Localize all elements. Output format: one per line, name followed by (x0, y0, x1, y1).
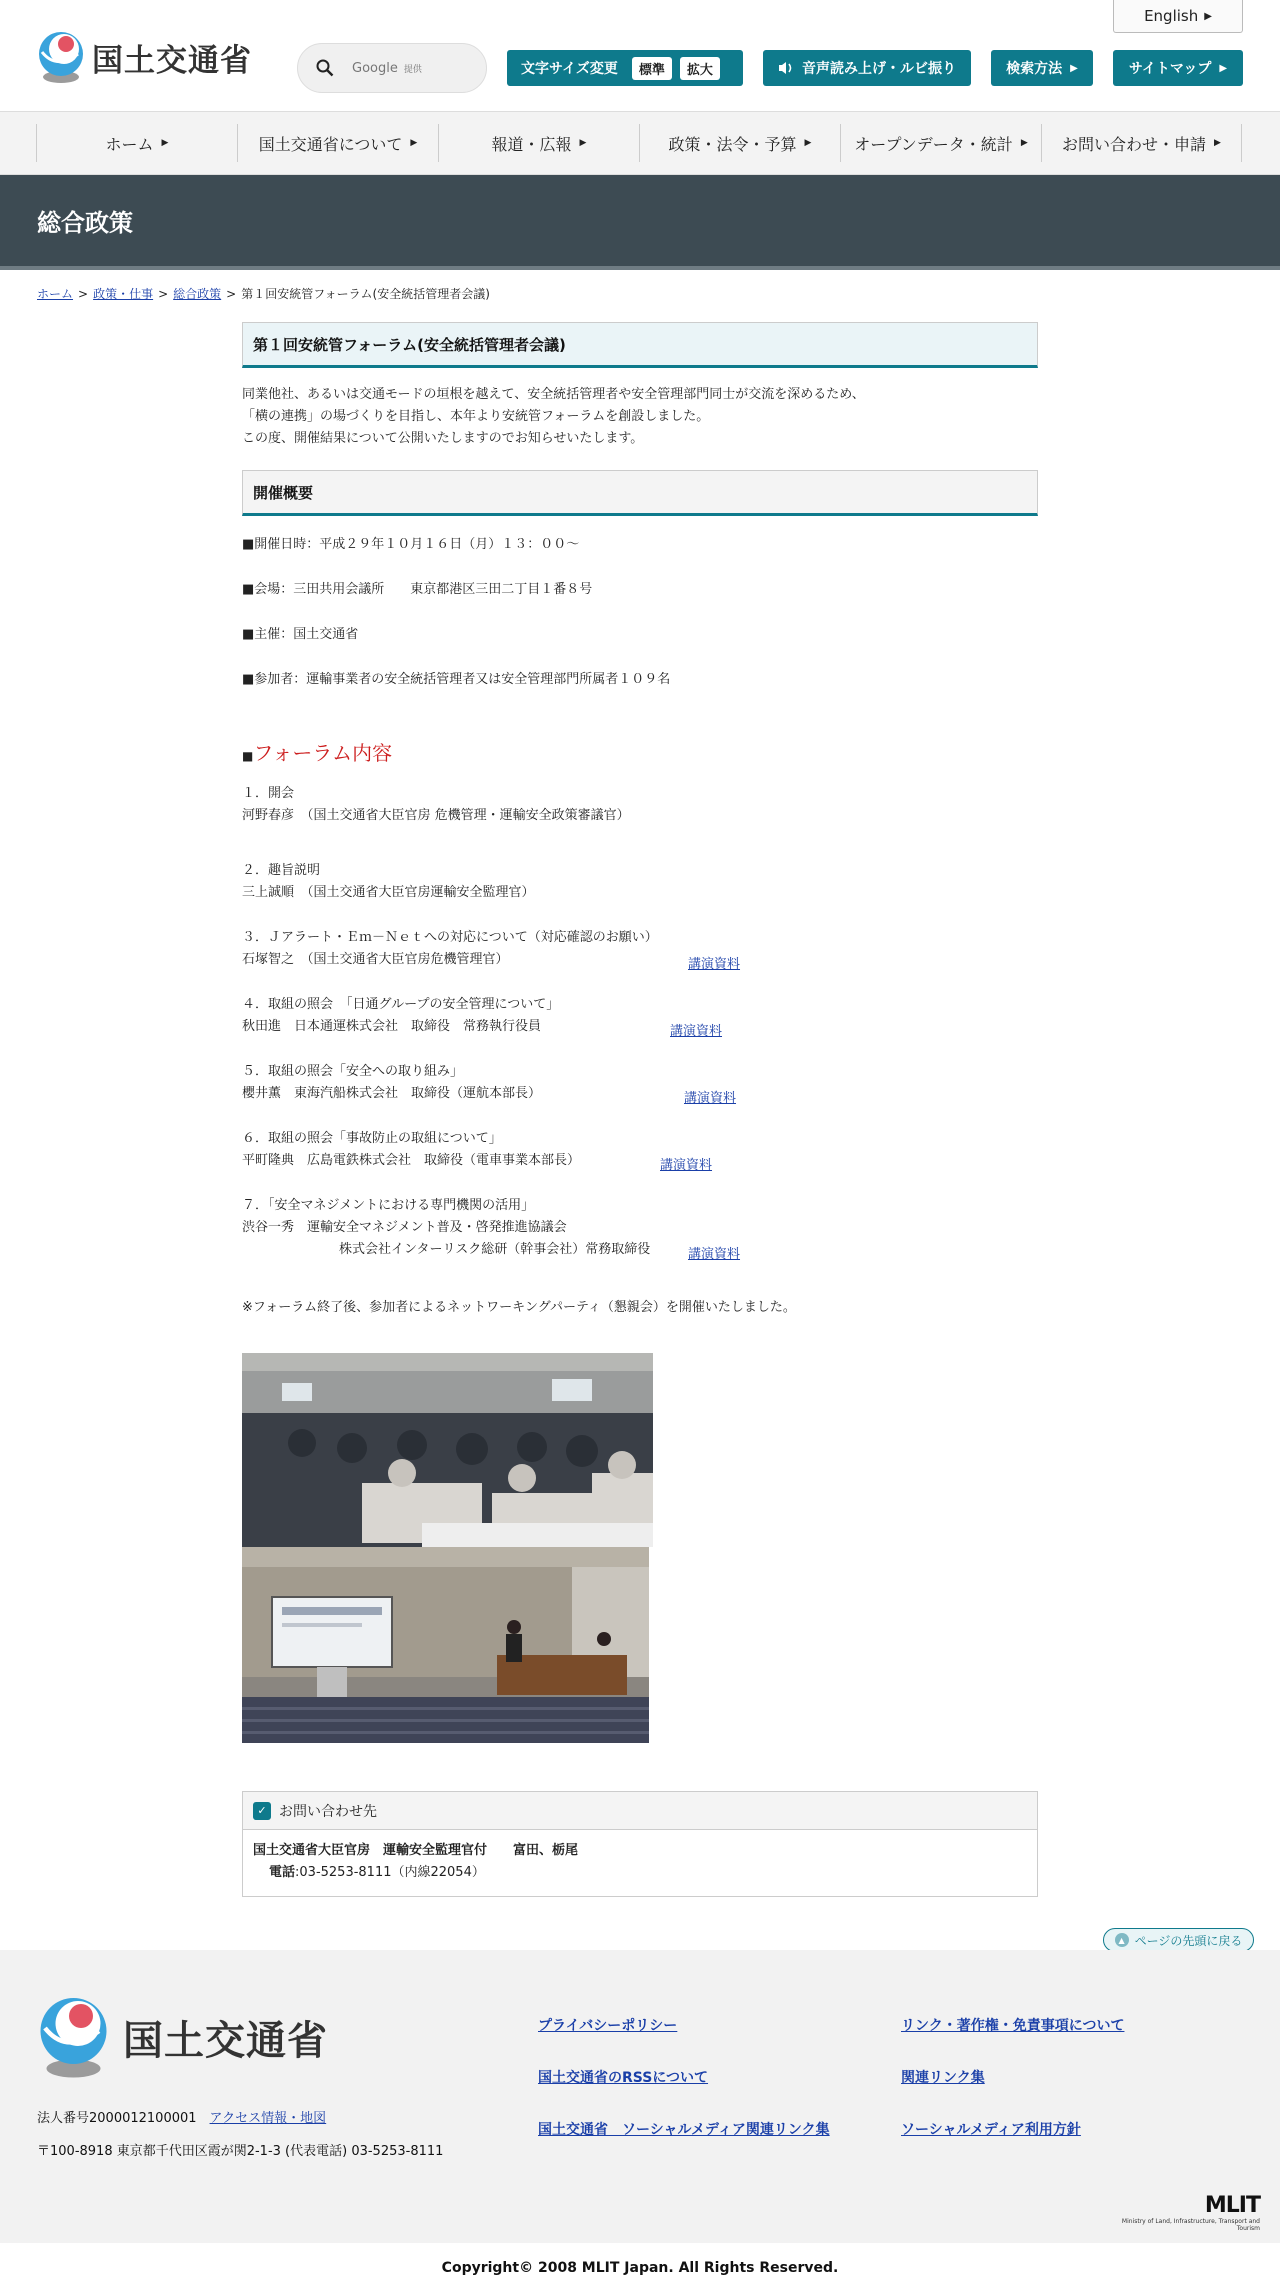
english-link[interactable] (1113, 0, 1243, 33)
sitemap-button[interactable] (1113, 50, 1243, 86)
mlit-logo-subtext: Ministry of Land, Infrastructure, Transport and Tourism (1121, 2218, 1260, 2232)
program-item-5-person: 櫻井薫 東海汽船株式会社 取締役（運航本部長） (242, 1086, 542, 1101)
overview-host: ■主催：国土交通省 (242, 627, 359, 642)
copyright: Copyright© 2008 MLIT Japan. All Rights Reserved. (441, 2260, 839, 2276)
logo-icon (36, 30, 86, 84)
forum-heading-text: フォーラム内容 (253, 741, 393, 765)
search-icon (316, 59, 334, 77)
corp-number: 法人番号2000012100001 (37, 2111, 197, 2126)
program-item-5-material-link[interactable]: 講演資料 (684, 1091, 737, 1106)
nav-item-policy[interactable] (639, 124, 840, 162)
footer-logo[interactable] (36, 1995, 328, 2079)
global-nav (0, 111, 1280, 175)
footer-logo-text: 国土交通省 (123, 2017, 328, 2064)
main-content (242, 322, 1038, 1897)
program-item-3-material-link[interactable]: 講演資料 (688, 957, 741, 972)
program-item-4-person: 秋田進 日本通運株式会社 取締役 常務執行役員 (242, 1019, 542, 1034)
program-item-7-material-link[interactable]: 講演資料 (688, 1247, 741, 1262)
nav-item-opendata[interactable] (840, 124, 1041, 162)
program-item-4-material-link[interactable]: 講演資料 (670, 1024, 723, 1039)
forum-bullet: ■ (242, 749, 254, 763)
logo-text: 国土交通省 (92, 42, 252, 79)
check-icon: ✓ (253, 1802, 271, 1820)
nav-item-about[interactable] (237, 124, 438, 162)
program-item-7-person2: 株式会社インターリスク総研（幹事会社）常務取締役 (339, 1242, 651, 1257)
program-item-3-title: ３．Ｊアラート・Ｅｍ－Ｎｅｔへの対応について（対応確認のお願い） (242, 930, 658, 945)
footer-address: 〒100-8918 東京都千代田区霞が関2-1-3 (代表電話) 03-5253-8111 (37, 2144, 444, 2159)
chevron-right-icon: ▶ (1219, 62, 1228, 74)
chevron-right-icon: ▶ (804, 138, 812, 148)
page-top-button[interactable] (1103, 1928, 1254, 1952)
mlit-logo-text: MLIT (1204, 2193, 1260, 2218)
chevron-right-icon: ▶ (1214, 138, 1221, 148)
program-item-6-material-link[interactable]: 講演資料 (660, 1158, 713, 1173)
overview-participants: ■参加者：運輸事業者の安全統括管理者又は安全管理部門所属者１０９名 (242, 672, 671, 687)
section-title: 総合政策 (37, 209, 133, 237)
contact-tel-value: :03-5253-8111（内線22054） (295, 1865, 485, 1880)
contact-header (243, 1792, 1037, 1830)
page-title-text: 第１回安統管フォーラム(安全統括管理者会議) (253, 335, 566, 354)
program-item-5-title: ５．取組の照会「安全への取り組み」 (242, 1064, 464, 1079)
speech-ruby-button[interactable] (763, 50, 971, 86)
overview-date: ■開催日時：平成２９年１０月１６日（月）１３：００～ (242, 537, 580, 552)
privacy-policy-link[interactable]: プライバシーポリシー (538, 2018, 678, 2034)
program-list (242, 783, 1038, 1353)
page-title (242, 322, 1038, 368)
section-band (0, 175, 1280, 270)
search-method-button[interactable] (991, 50, 1093, 86)
font-size-large-button[interactable]: 拡大 (680, 57, 720, 80)
nav-label: お問い合わせ・申請 (1062, 134, 1207, 154)
social-media-links-link[interactable]: 国土交通省 ソーシャルメディア関連リンク集 (538, 2122, 830, 2138)
program-item-2-person: 三上誠順 （国土交通省大臣官房運輸安全監理官） (242, 885, 535, 900)
search-method-label: 検索方法 (1006, 61, 1063, 77)
site-header (0, 0, 1280, 111)
page-top-label: ページの先頭に戻る (1134, 1933, 1243, 1948)
nav-item-press[interactable] (438, 124, 639, 162)
chevron-right-icon: ▶ (161, 138, 169, 148)
forum-speaker-photo (242, 1547, 649, 1743)
breadcrumb-policy-link[interactable]: 政策・仕事 (93, 287, 154, 301)
site-logo[interactable] (36, 30, 252, 84)
program-item-7-person: 渋谷一秀 運輸安全マネジメント普及・啓発推進協議会 (242, 1220, 567, 1235)
program-item-1-person: 河野春彦 （国土交通省大臣官房 危機管理・運輸安全政策審議官） (242, 808, 630, 823)
program-item-4-title: ４．取組の照会 「日通グループの安全管理について」 (242, 997, 560, 1012)
breadcrumb (0, 270, 1280, 312)
nav-label: 報道・広報 (491, 134, 572, 154)
site-footer (0, 1950, 1280, 2243)
english-label: English (1144, 7, 1199, 25)
program-item-3-person: 石塚智之 （国土交通省大臣官房危機管理官） (242, 952, 509, 967)
breadcrumb-separator: > (158, 287, 169, 301)
program-item-2-title: ２．趣旨説明 (242, 863, 321, 878)
nav-item-contact[interactable] (1041, 124, 1242, 162)
contact-tel (253, 1862, 1027, 1884)
overview-venue: ■会場：三田共用会議所 東京都港区三田二丁目１番８号 (242, 582, 593, 597)
logo-icon (36, 1995, 111, 2079)
contact-box (242, 1791, 1038, 1897)
link-copyright-link[interactable]: リンク・著作権・免責事項について (901, 2018, 1125, 2034)
mlit-logo (1100, 2193, 1260, 2232)
breadcrumb-separator: > (78, 287, 89, 301)
overview-heading (242, 470, 1038, 516)
chevron-right-icon: ▶ (1020, 138, 1028, 148)
nav-label: 国土交通省について (258, 134, 403, 154)
speech-label: 音声読み上げ・ルビ振り (802, 61, 956, 77)
program-item-7-title: ７．「安全マネジメントにおける専門機関の活用」 (242, 1198, 535, 1213)
social-media-policy-link[interactable]: ソーシャルメディア利用方針 (901, 2122, 1081, 2138)
intro-line: 「横の連携」の場づくりを目指し、本年より安統管フォーラムを創設しました。 (242, 409, 710, 424)
program-item-6-title: ６．取組の照会「事故防止の取組について」 (242, 1131, 502, 1146)
search-placeholder: Google (352, 60, 398, 76)
intro-line: この度、開催結果について公開いたしますのでお知らせいたします。 (242, 431, 644, 446)
nav-label: オープンデータ・統計 (854, 134, 1013, 154)
breadcrumb-separator: > (226, 287, 237, 301)
chevron-right-icon: ▶ (1070, 62, 1078, 74)
breadcrumb-current: 第１回安統管フォーラム(安全統括管理者会議) (241, 287, 490, 301)
intro-line: 同業他社、あるいは交通モードの垣根を越えて、安全統括管理者や安全管理部門同士が交流を深めるため、 (242, 387, 865, 402)
footer-corp-info (37, 2107, 326, 2126)
font-size-label: 文字サイズ変更 (521, 61, 618, 77)
forum-audience-photo (242, 1353, 653, 1547)
intro-paragraph (242, 384, 1038, 450)
nav-label: 政策・法令・予算 (668, 134, 797, 154)
breadcrumb-home-link[interactable]: ホーム (37, 287, 74, 301)
sitemap-label: サイトマップ (1128, 61, 1212, 77)
up-arrow-icon: ▲ (1115, 1933, 1129, 1947)
contact-tel-label: 電話 (269, 1865, 296, 1880)
search-provided: 提供 (403, 64, 422, 75)
font-size-standard-button[interactable]: 標準 (632, 57, 672, 80)
breadcrumb-general-link[interactable]: 総合政策 (173, 287, 222, 301)
speaker-icon (778, 61, 794, 75)
contact-org: 国土交通省大臣官房 運輸安全監理官付 富田、栃尾 (253, 1843, 579, 1858)
chevron-right-icon: ▶ (579, 138, 587, 148)
related-links-link[interactable]: 関連リンク集 (901, 2070, 985, 2086)
search-box[interactable] (297, 43, 487, 93)
overview-heading-text: 開催概要 (253, 483, 314, 502)
search-input[interactable] (352, 61, 422, 76)
forum-heading (242, 737, 1038, 767)
contact-heading: お問い合わせ先 (279, 1803, 377, 1820)
rss-link[interactable]: 国土交通省のRSSについて (538, 2070, 709, 2086)
chevron-right-icon: ▶ (1204, 10, 1212, 22)
program-item-1-title: １．開会 (242, 786, 295, 801)
nav-label: ホーム (105, 134, 154, 154)
contact-body (243, 1830, 1037, 1896)
access-map-link[interactable]: アクセス情報・地図 (209, 2111, 327, 2126)
font-size-control (507, 50, 743, 86)
program-item-6-person: 平町隆典 広島電鉄株式会社 取締役（電車事業本部長） (242, 1153, 581, 1168)
networking-note: ※フォーラム終了後、参加者によるネットワーキングパーティ（懇親会）を開催いたしました。 (242, 1300, 796, 1315)
chevron-right-icon: ▶ (410, 138, 418, 148)
nav-item-home[interactable] (36, 124, 237, 162)
